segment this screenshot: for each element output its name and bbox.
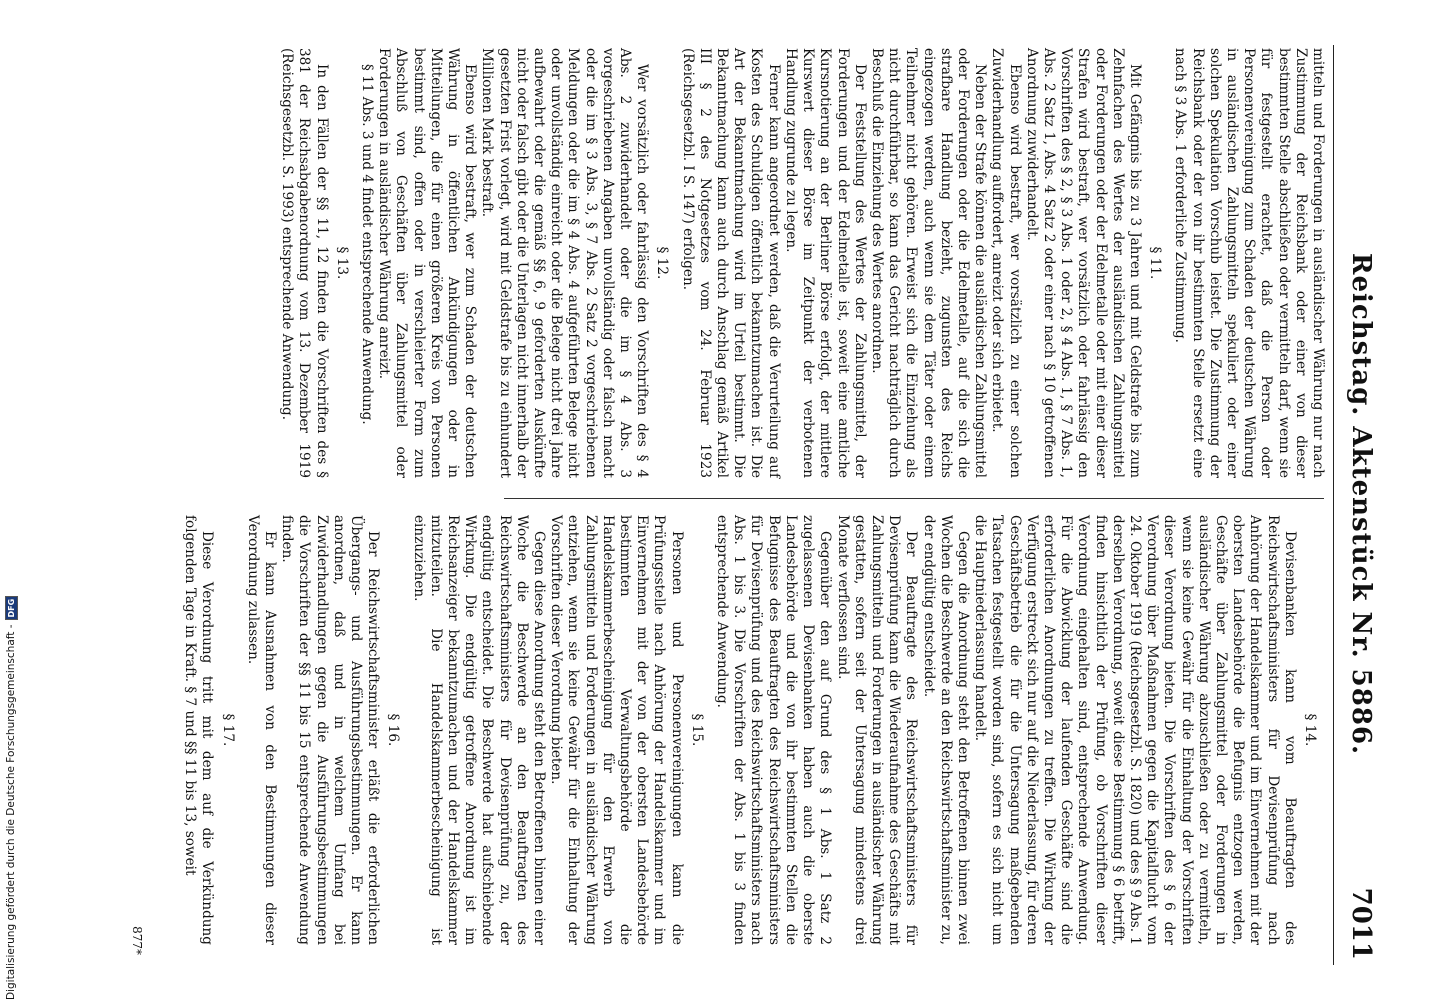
paragraph: Mit Gefängnis bis zu 3 Jahren und mit Geldstrafe bis zum Zehnfachen des Wertes der ausländischen Zahlungsmittel oder Forderungen oder der Edelmetalle oder mit einer dieser Strafen wird bestraft, wer vorsätzlich oder fahrlässig den Vorschriften des § 2, § 3 Abs. 1 oder 2, § 4 Abs. 1, § 7 Abs. 1, Abs. 2 Satz 1, Abs. 4 Satz 2 oder einer nach § 10 getroffenen Anordnung zuwiderhandelt. [1023, 48, 1143, 478]
dfg-logo: DFG [5, 596, 18, 621]
paragraph: Neben der Strafe können die ausländischen Zahlungsmittel oder Forderungen oder die Edelmetalle, auf die sich die strafbare Handlung bezieht, zugunsten des Reichs eingezogen werden, auch wenn sie dem Täter oder einem Teilnehmer nicht gehören. Erweist sich die Einziehung als nicht durchführbar, so kann das Gericht nachträglich durch Beschluß die Einziehung des Wertes anordnen. [868, 48, 989, 478]
page-number: 7011 [1346, 887, 1376, 960]
paragraph: Wer vorsätzlich oder fahrlässig den Vorschriften des § 4 Abs. 2 zuwiderhandelt oder die im § 4 Abs. 3 vorgeschriebenen Angaben unvollständig oder falsch macht oder die im § 3 Abs. 3, § 7 Abs. 2 Satz 2 vorgeschriebenen Meldungen oder die im § 4 Abs. 4 aufgeführten Belege nicht oder unvollständig einreicht oder die Belege nicht drei Jahre aufbewahrt oder die gemäß §§ 6, 9 geforderten Auskünfte nicht oder falsch gibt oder die Unterlagen nicht innerhalb der gesetzten Frist vorlegt, wird mit Geldstrafe bis zu einhundert Millionen Mark bestraft. [479, 48, 651, 478]
page-title: Reichstag. Aktenstück Nr. 5886. [1346, 252, 1376, 756]
paragraph: Der Beauftragte des Reichswirtschaftsministers für Devisenprüfung kann die Wiederaufnahme des Geschäfts mit Zahlungsmitteln und Forderungen in ausländischer Währung gestatten, sofern seit der Untersagung mindestens drei Monate verflossen sind. [834, 515, 920, 945]
paragraph: mitteln und Forderungen in ausländischer Währung nur nach Zustimmung der Reichsbank oder einer von dieser bestimmten Stelle abschließen oder vermitteln darf, wenn sie für festgestellt erachtet, daß die Person oder Personenvereinigung zum Schaden der deutschen Währung in ausländischen Zahlungsmitteln spekuliert oder einer solchen Spekulation Vorschub leistet. Die Zustimmung der Reichsbank oder der von ihr bestimmten Stelle ersetzt eine nach § 3 Abs. 1 erforderliche Zustimmung. [1172, 48, 1326, 478]
paragraph: Personen und Personenvereinigungen kann die Prüfungsstelle nach Anhörung der Handelskammer und im Einvernehmen mit der von der obersten Landesbehörde bestimmten Verwaltungsbehörde die Handelskammerbescheinigung für den Erwerb von Zahlungsmitteln und Forderungen in ausländischer Währung entziehen, wenn sie keine Gewähr für die Einhaltung der Vorschriften dieser Verordnung bieten. [548, 515, 685, 945]
header-rule [1333, 45, 1334, 965]
paragraph: In den Fällen der §§ 11, 12 finden die Vorschriften des § 381 der Reichsabgabenordnung vom 13. Dezember 1919 (Reichsgesetzbl. S. 1993) entsprechende Anwendung. [279, 48, 330, 478]
paragraph: Der Reichswirtschaftsminister erläßt die erforderlichen Übergangs- und Ausführungsbestimmungen. Er kann anordnen, daß und in welchem Umfang bei Zuwiderhandlungen gegen die Ausführungsbestimmungen die Vorschriften der §§ 11 bis 15 entsprechende Anwendung finden. [279, 515, 382, 945]
left-column [278, 48, 1326, 478]
digitization-footer [2, 4, 20, 1000]
page-header [1344, 48, 1376, 960]
column-divider [504, 498, 1324, 499]
footer-text: Digitalisierung gefördert durch die Deutsche Forschungsgemeinschaft - [5, 624, 17, 1000]
section-heading: § 16. [385, 713, 402, 747]
section-heading: § 14. [1302, 713, 1318, 747]
page-id: 877* [130, 926, 144, 955]
paragraph: Gegen diese Anordnung steht den Betroffenen binnen einer Woche die Beschwerde an den Beauftragten des Reichswirtschaftsministers für Devisenprüfung zu, der endgültig entscheidet. Die Beschwerde hat aufschiebende Wirkung. Die endgültig getroffene Anordnung ist im Reichsanzeiger bekanntzumachen und der Handelskammer mitzuteilen. Die Handelskammerbescheinigung ist einzuziehen. [410, 515, 548, 945]
paragraph: Diese Verordnung tritt mit dem auf die Verkündung folgenden Tage in Kraft. § 7 und §§ 11 bis 13, soweit [182, 515, 216, 945]
paragraph: Gegen die Anordnung steht den Betroffenen binnen zwei Wochen die Beschwerde an den Reichswirtschaftsminister zu, der endgültig entscheidet. [920, 515, 971, 945]
right-column [181, 515, 1326, 945]
section-heading: § 17. [219, 713, 236, 747]
section-heading: § 13. [333, 246, 350, 280]
paragraph: Ebenso wird bestraft, wer vorsätzlich zu einer solchen Zuwiderhandlung auffordert, anreizt oder sich erbietet. [989, 48, 1023, 478]
section-heading: § 11. [1147, 246, 1164, 280]
paragraph: Devisenbanken kann vom Beauftragten des Reichswirtschaftsministers für Devisenprüfung nach Anhörung der Handelskammer und im Einvernehmen mit der obersten Landesbehörde die Befugnis entzogen werden, Geschäfte über Zahlungsmittel oder Forderungen in ausländischer Währung abzuschließen oder zu vermitteln, wenn sie keine Gewähr für die Einhaltung der Vorschriften dieser Verordnung bieten. Die Vorschriften des § 6 der Verordnung über Maßnahmen gegen die Kapitalflucht vom 24. Oktober 1919 (Reichsgesetzbl. S. 1820) und des § 9 Abs. 1 derselben Verordnung, soweit diese Bestimmung § 6 betrifft, finden hinsichtlich der Prüfung, ob Vorschriften dieser Verordnung eingehalten sind, entsprechende Anwendung. Für die Abwicklung der laufenden Geschäfte sind die erforderlichen Anordnungen zu treffen. Die Wirkung der Verfügung erstreckt sich nur auf die Niederlassung, für deren Geschäftsbetrieb die für die Untersagung maßgebenden Tatsachen festgestellt worden sind, sofern es sich nicht um die Hauptniederlassung handelt. [972, 515, 1298, 945]
section-heading: § 12. [654, 246, 671, 280]
paragraph: Gegenüber den auf Grund des § 1 Abs. 1 Satz 2 zugelassenen Devisenbanken haben auch die oberste Landesbehörde und die von ihr bestimmten Stellen die Befugnisse des Beauftragten des Reichswirtschaftsministers für Devisenprüfung und des Reichswirtschaftsministers nach Abs. 1 bis 3. Die Vorschriften der Abs. 1 bis 3 finden entsprechende Anwendung. [714, 515, 834, 945]
paragraph: Er kann Ausnahmen von den Bestimmungen dieser Verordnung zulassen. [244, 515, 279, 945]
paragraph: Ferner kann angeordnet werden, daß die Verurteilung auf Kosten des Schuldigen öffentlich bekanntzumachen ist. Die Art der Bekanntmachung wird im Urteil bestimmt. Die Bekanntmachung kann auch durch Anschlag gemäß Artikel III § 2 des Notgesetzes vom 24. Februar 1923 (Reichsgesetzbl. I S. 147) erfolgen. [679, 48, 782, 478]
paragraph: § 11 Abs. 3 und 4 findet entsprechende Anwendung. [359, 64, 376, 425]
paragraph: Ebenso wird bestraft, wer zum Schaden der deutschen Währung in öffentlichen Ankündigungen oder in Mitteilungen, die für einen größeren Kreis von Personen bestimmt sind, offen oder in verschleierter Form zum Abschluß von Geschäften über Zahlungsmittel oder Forderungen in ausländischer Währung anreizt. [376, 48, 479, 478]
paragraph: Der Feststellung des Wertes der Zahlungsmittel, der Forderungen und der Edelmetalle ist, soweit eine amtliche Kursnotierung an der Berliner Börse erfolgt, der mittlere Kurswert dieser Börse im Zeitpunkt der verbotenen Handlung zugrunde zu legen. [782, 48, 868, 478]
section-heading: § 15. [688, 713, 705, 747]
